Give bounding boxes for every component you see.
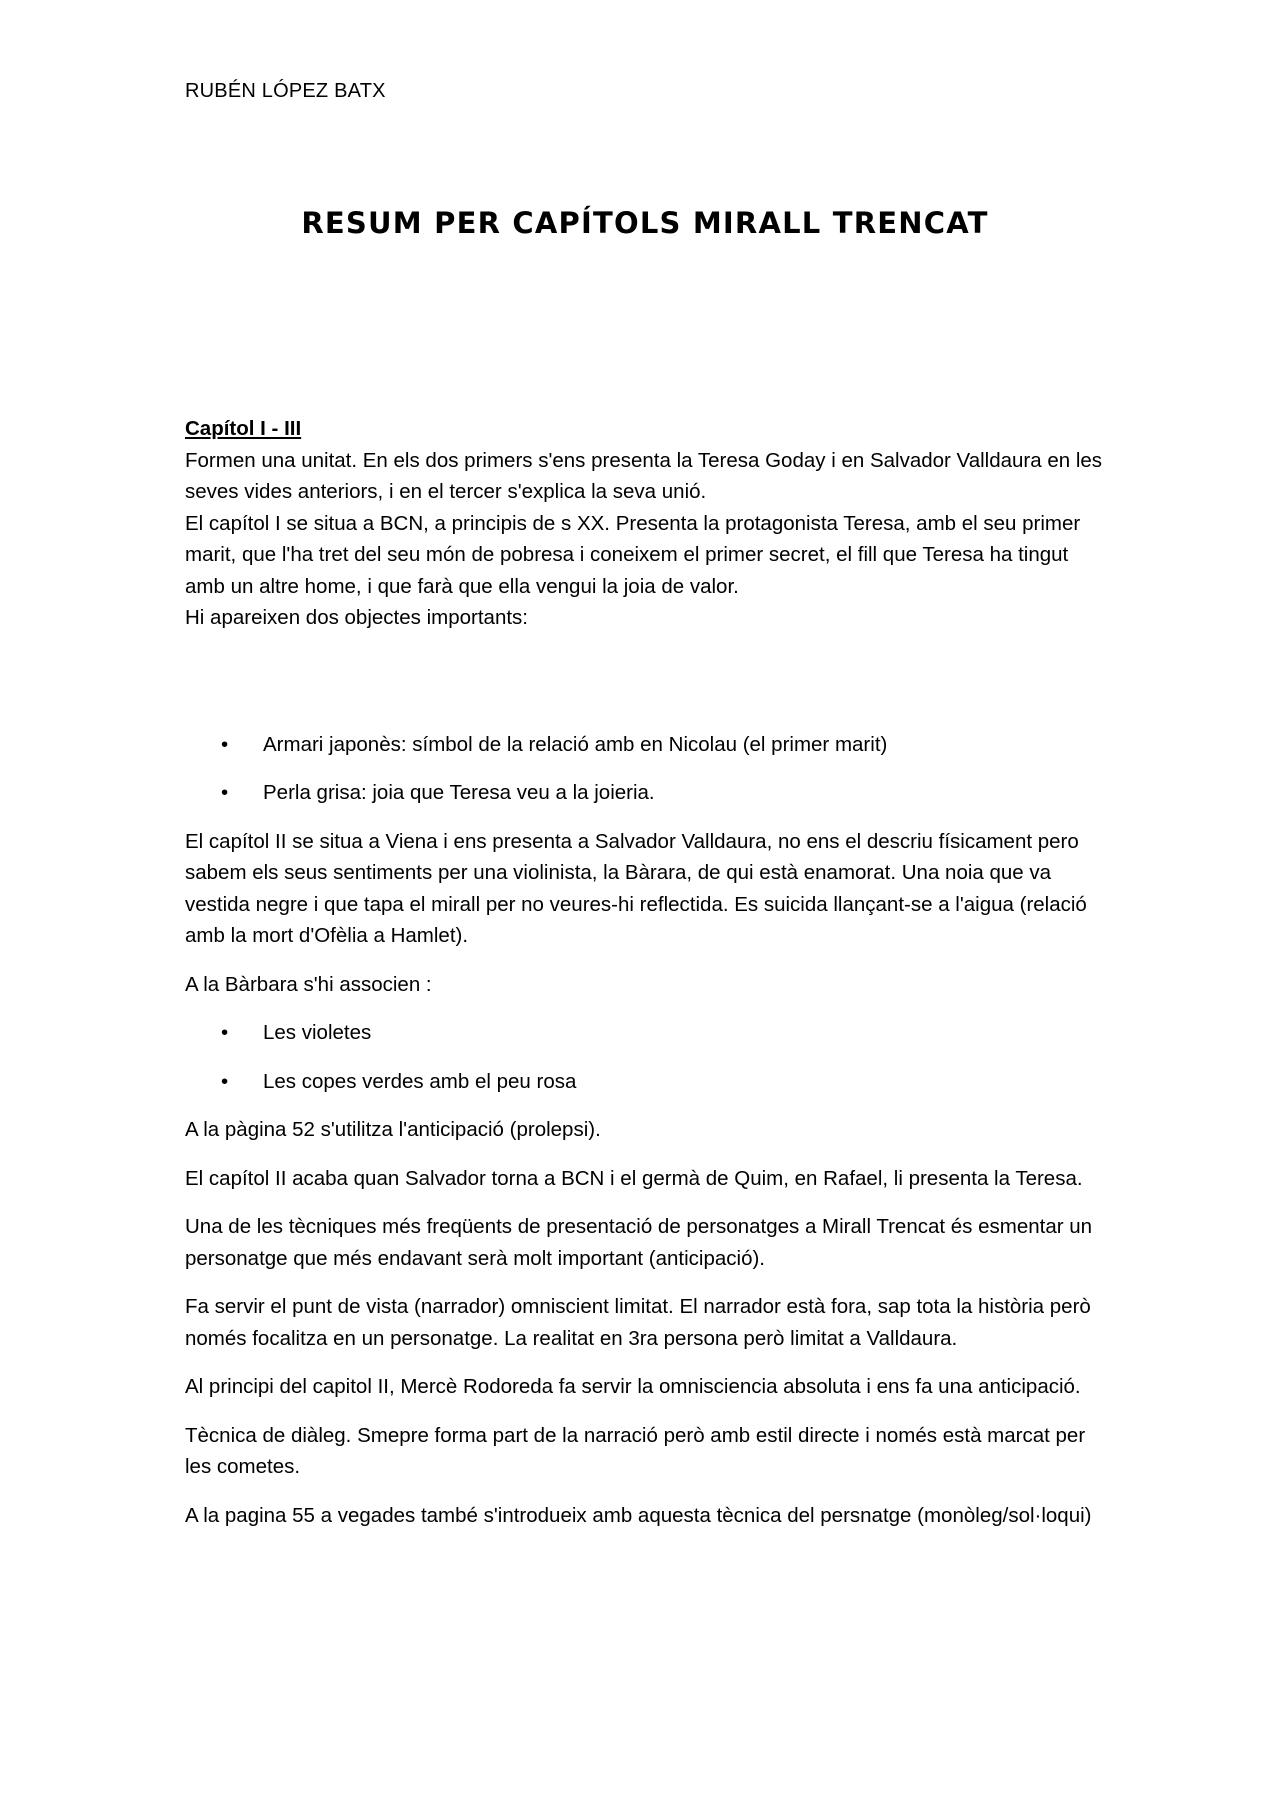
list-item-text: Perla grisa: joia que Teresa veu a la joieria. [263,781,655,804]
list-item [185,777,1105,809]
paragraph-prolepsi: A la pàgina 52 s'utilitza l'anticipació (prolepsi). [185,1118,601,1141]
bullet-icon: • [221,781,229,804]
list-item-text: Les violetes [263,1021,372,1044]
list-item [185,1017,1105,1049]
bullet-icon: • [221,1069,229,1093]
barbara-list [185,1017,1105,1097]
paragraph-chapter2-end: El capítol II acaba quan Salvador torna a BCN i el germà de Quim, en Rafael, li presenta la Teresa. [185,1166,1083,1190]
bullet-icon: • [221,1021,229,1044]
list-item-text: Les copes verdes amb el peu rosa [263,1069,577,1093]
list-item [185,1066,1105,1098]
chapter2-paragraph: El capítol II se situa a Viena i ens presenta a Salvador Valldaura, no ens el descriu físicament pero sabem els seus sentiments per una violinista, la Bàrara, de qui està enamorat. Una noia que va vestida negre i que tapa el mirall per no veures-hi reflectida. Es suicida llançant-se a l'aigua (relació amb la mort d'Ofèlia a Hamlet). [185,829,1087,947]
chapter-heading: Capítol I - III [185,417,302,440]
list-item [185,729,1105,761]
paragraph-omniscience: Al principi del capitol II, Mercè Rodoreda fa servir la omnisciencia absoluta i ens fa una anticipació. [185,1375,1081,1398]
objects-list [185,729,1105,809]
intro-paragraph-3: Hi apareixen dos objectes importants: [185,606,528,629]
paragraph-monologue: A la pagina 55 a vegades també s'introdueix amb aquesta tècnica del persnatge (monòleg/sol·loqui) [185,1503,1092,1527]
document-body [185,413,1105,1548]
bullet-icon: • [221,732,229,756]
barbara-intro: A la Bàrbara s'hi associen : [185,972,432,996]
list-item-text: Armari japonès: símbol de la relació amb en Nicolau (el primer marit) [263,732,888,756]
paragraph-dialogue: Tècnica de diàleg. Smepre forma part de la narració però amb estil directe i només està marcat per les cometes. [185,1423,1086,1478]
intro-paragraph-2: El capítol I se situa a BCN, a principis de s XX. Presenta la protagonista Teresa, amb el seu primer marit, que l'ha tret del seu món de pobresa i coneixem el primer secret, el fill que Teresa ha tingut amb un altre home, i que farà que ella vengui la joia de valor. [185,511,1081,598]
document-title: RESUM PER CAPÍTOLS MIRALL TRENCAT [301,206,989,240]
intro-paragraph-1: Formen una unitat. En els dos primers s'ens presenta la Teresa Goday i en Salvador Valldaura en les seves vides anteriors, i en el tercer s'explica la seva unió. [185,448,1103,503]
paragraph-presentation-technique: Una de les tècniques més freqüents de presentació de personatges a Mirall Trencat és esmentar un personatge que més endavant serà molt important (anticipació). [185,1215,1093,1270]
author-header: RUBÉN LÓPEZ BATX [185,80,386,102]
paragraph-narrator: Fa servir el punt de vista (narrador) omniscient limitat. El narrador està fora, sap tota la història però només focalitza en un personatge. La realitat en 3ra persona però limitat a Valldaura. [185,1295,1091,1350]
